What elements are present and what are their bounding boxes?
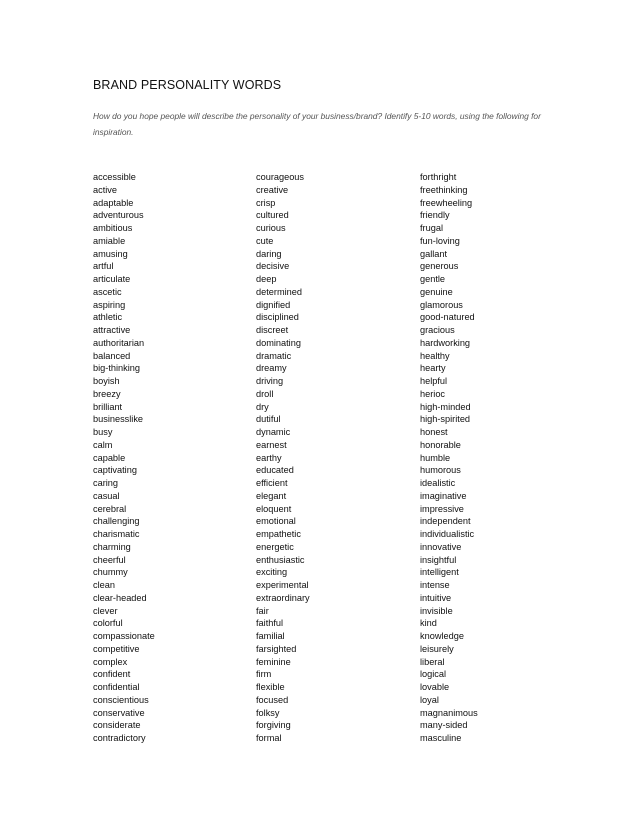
page-title: BRAND PERSONALITY WORDS: [93, 78, 282, 92]
word-item: fair: [256, 605, 269, 616]
word-item: conservative: [93, 707, 145, 718]
word-item: creative: [256, 184, 289, 195]
word-item: earnest: [256, 439, 287, 450]
word-item: accessible: [93, 172, 136, 182]
word-item: charming: [93, 541, 131, 552]
word-item: insightful: [420, 554, 457, 565]
word-item: complex: [93, 656, 128, 667]
intro-paragraph: How do you hope people will describe the personality of your business/brand? Identify 5-10 words, using the following for inspiration.: [93, 111, 541, 137]
word-item: magnanimous: [420, 707, 478, 718]
word-item: cultured: [256, 210, 289, 221]
word-item: farsighted: [256, 643, 297, 654]
word-item: innovative: [420, 541, 462, 552]
word-item: experimental: [256, 580, 309, 590]
word-item: conscientious: [93, 694, 149, 705]
word-item: humble: [420, 452, 451, 463]
word-item: deep: [256, 274, 277, 284]
word-item: elegant: [256, 490, 287, 501]
word-item: freewheeling: [420, 197, 473, 208]
word-item: colorful: [93, 618, 123, 629]
word-item: eloquent: [256, 503, 292, 514]
word-item: formal: [256, 733, 282, 743]
word-item: busy: [93, 427, 113, 437]
word-item: herioc: [420, 388, 446, 399]
word-item: folksy: [256, 707, 280, 718]
word-item: dutiful: [256, 414, 281, 425]
word-item: curious: [256, 223, 286, 233]
word-item: generous: [420, 261, 459, 272]
word-item: empathetic: [256, 529, 301, 539]
word-item: aspiring: [93, 299, 126, 310]
word-item: lovable: [420, 682, 450, 692]
word-item: faithful: [256, 618, 284, 629]
word-item: discreet: [256, 325, 289, 335]
word-item: gallant: [420, 248, 448, 259]
word-item: intense: [420, 580, 450, 590]
word-item: friendly: [420, 210, 450, 221]
word-column-3: [420, 171, 478, 745]
word-item: efficient: [256, 478, 288, 488]
word-item: casual: [93, 490, 120, 501]
word-item: dry: [256, 401, 269, 412]
word-item: ambitious: [93, 223, 133, 233]
word-item: boyish: [93, 376, 120, 386]
word-item: crisp: [256, 197, 276, 208]
word-list: [0, 171, 638, 751]
word-item: caring: [93, 478, 119, 488]
word-item: focused: [256, 694, 289, 705]
word-item: humorous: [420, 465, 461, 476]
word-item: freethinking: [420, 184, 468, 195]
word-item: adaptable: [93, 197, 134, 208]
word-item: many-sided: [420, 720, 468, 731]
word-item: liberal: [420, 656, 445, 667]
word-item: calm: [93, 439, 113, 450]
word-item: dominating: [256, 337, 301, 348]
word-item: fun-loving: [420, 235, 460, 246]
word-item: emotional: [256, 516, 296, 527]
word-item: dignified: [256, 299, 291, 310]
word-item: knowledge: [420, 631, 464, 641]
word-item: challenging: [93, 516, 140, 527]
word-item: dreamy: [256, 363, 287, 374]
word-item: kind: [420, 618, 437, 629]
word-item: droll: [256, 388, 274, 399]
word-item: confidential: [93, 682, 140, 692]
word-item: feminine: [256, 656, 291, 667]
word-item: big-thinking: [93, 363, 140, 374]
word-item: chummy: [93, 567, 128, 578]
word-item: exciting: [256, 567, 288, 578]
word-item: high-minded: [420, 401, 471, 412]
word-item: intuitive: [420, 592, 452, 603]
word-item: businesslike: [93, 414, 144, 425]
word-item: enthusiastic: [256, 554, 305, 565]
word-item: masculine: [420, 733, 462, 743]
word-item: articulate: [93, 274, 131, 284]
word-item: amiable: [93, 235, 126, 246]
word-item: dynamic: [256, 427, 291, 437]
word-item: gentle: [420, 274, 446, 284]
word-item: firm: [256, 669, 272, 680]
word-column-1: [93, 171, 155, 745]
word-item: adventurous: [93, 210, 144, 221]
word-item: cute: [256, 235, 274, 246]
word-item: authoritarian: [93, 337, 145, 348]
word-item: balanced: [93, 350, 131, 361]
word-item: energetic: [256, 541, 294, 552]
word-item: honorable: [420, 439, 461, 450]
word-column-2: [256, 171, 310, 745]
word-item: competitive: [93, 643, 140, 654]
word-item: attractive: [93, 325, 131, 335]
word-item: hearty: [420, 363, 446, 374]
word-item: active: [93, 184, 118, 195]
word-item: frugal: [420, 223, 443, 233]
word-item: amusing: [93, 248, 128, 259]
word-item: flexible: [256, 682, 285, 692]
word-item: good-natured: [420, 312, 475, 323]
word-item: clear-headed: [93, 592, 147, 603]
word-item: artful: [93, 261, 114, 272]
word-item: charismatic: [93, 529, 140, 539]
word-item: invisible: [420, 605, 453, 616]
word-item: cerebral: [93, 503, 127, 514]
word-item: imaginative: [420, 490, 467, 501]
word-item: brilliant: [93, 401, 123, 412]
word-item: educated: [256, 465, 294, 476]
word-item: forthright: [420, 172, 457, 182]
word-item: ascetic: [93, 286, 122, 297]
word-item: capable: [93, 452, 126, 463]
word-item: idealistic: [420, 478, 456, 488]
word-item: driving: [256, 376, 284, 386]
word-item: captivating: [93, 465, 137, 476]
word-item: daring: [256, 248, 282, 259]
word-item: forgiving: [256, 720, 291, 731]
word-item: logical: [420, 669, 447, 680]
word-item: independent: [420, 516, 471, 527]
word-item: helpful: [420, 376, 448, 386]
word-item: earthy: [256, 452, 282, 463]
word-item: clever: [93, 605, 118, 616]
word-item: loyal: [420, 694, 439, 705]
word-item: individualistic: [420, 529, 475, 539]
word-item: breezy: [93, 388, 121, 399]
word-item: cheerful: [93, 554, 126, 565]
word-item: clean: [93, 580, 115, 590]
word-item: high-spirited: [420, 414, 471, 425]
word-item: courageous: [256, 172, 305, 182]
word-item: impressive: [420, 503, 464, 514]
word-item: gracious: [420, 325, 455, 335]
word-item: familial: [256, 631, 285, 641]
word-item: athletic: [93, 312, 123, 323]
word-item: genuine: [420, 286, 453, 297]
word-item: disciplined: [256, 312, 299, 323]
word-item: confident: [93, 669, 131, 680]
word-item: contradictory: [93, 733, 146, 743]
word-item: dramatic: [256, 350, 292, 361]
word-item: considerate: [93, 720, 141, 731]
word-item: leisurely: [420, 643, 454, 654]
word-item: intelligent: [420, 567, 459, 578]
word-item: compassionate: [93, 631, 155, 641]
word-item: healthy: [420, 350, 450, 361]
word-item: glamorous: [420, 299, 463, 310]
word-item: hardworking: [420, 337, 471, 348]
word-item: determined: [256, 286, 302, 297]
word-item: honest: [420, 427, 448, 437]
word-item: decisive: [256, 261, 290, 272]
word-item: extraordinary: [256, 592, 310, 603]
